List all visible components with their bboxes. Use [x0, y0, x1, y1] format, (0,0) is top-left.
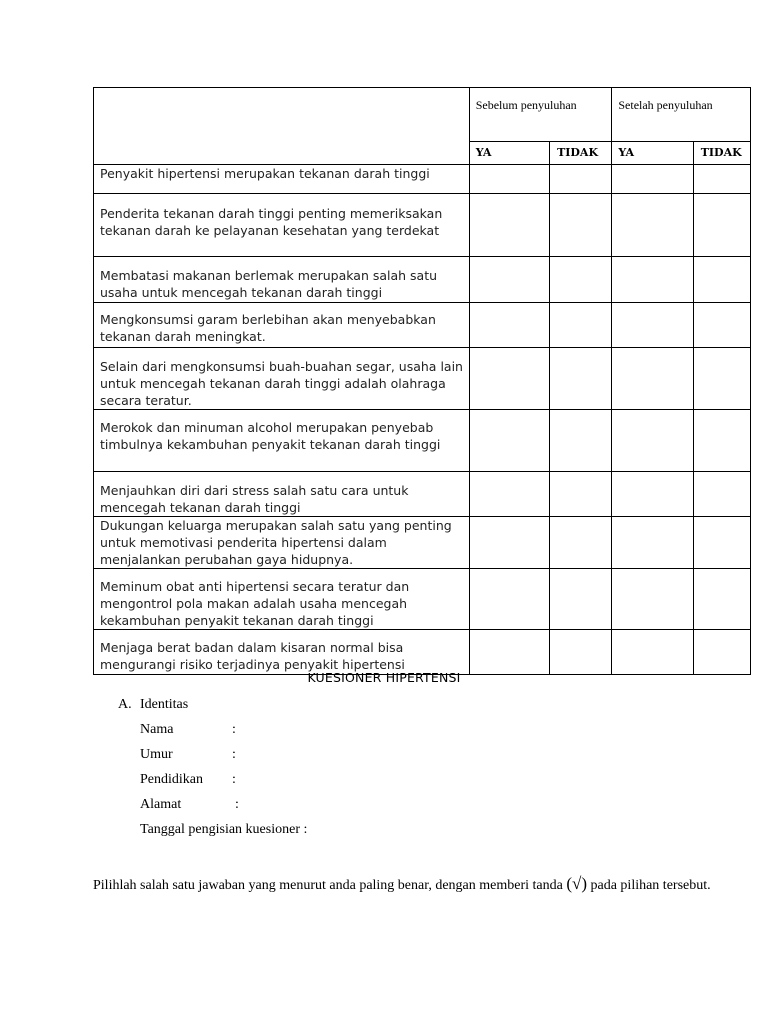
answer-after-tidak-cell[interactable]: [693, 472, 750, 517]
answer-before-tidak-cell[interactable]: [550, 257, 612, 303]
answer-before-ya-cell[interactable]: [469, 348, 549, 410]
answer-before-ya-cell[interactable]: [469, 569, 549, 630]
field-separator: :: [232, 772, 236, 787]
answer-before-tidak-cell[interactable]: [550, 303, 612, 348]
answer-after-tidak-cell[interactable]: [693, 194, 750, 257]
answer-before-tidak-cell[interactable]: [550, 410, 612, 472]
statement-cell: [94, 303, 470, 348]
table-row: [94, 472, 751, 517]
field-separator: :: [232, 722, 236, 737]
table-row: [94, 569, 751, 630]
statement-cell: [94, 517, 470, 569]
field-nama: [140, 722, 236, 738]
statement-text: Penderita tekanan darah tinggi penting memeriksakan tekanan darah ke pelayanan kesehatan yang terdekat: [100, 206, 443, 238]
statement-text: Dukungan keluarga merupakan salah satu yang penting untuk memotivasi penderita hipertensi dalam menjalankan perubahan gaya hidupnya.: [100, 518, 452, 567]
statement-header-cell: [94, 88, 470, 165]
field-umur: [140, 747, 236, 763]
statement-text: Membatasi makanan berlemak merupakan salah satu usaha untuk mencegah tekanan darah tinggi: [100, 268, 438, 300]
answer-after-tidak-cell[interactable]: [693, 348, 750, 410]
answer-before-ya-cell[interactable]: [469, 517, 549, 569]
statement-text: Mengkonsumsi garam berlebihan akan menyebabkan tekanan darah meningkat.: [100, 312, 436, 344]
field-label: Pendidikan: [140, 772, 203, 787]
statement-cell: [94, 348, 470, 410]
answer-after-tidak-cell[interactable]: [693, 257, 750, 303]
statement-text: Menjaga berat badan dalam kisaran normal bisa mengurangi risiko terjadinya penyakit hipertensi: [100, 640, 405, 672]
list-marker: A.: [118, 697, 132, 712]
identity-heading: [118, 697, 188, 713]
answer-after-tidak-cell[interactable]: [693, 569, 750, 630]
answer-after-ya-cell[interactable]: [612, 303, 693, 348]
answer-before-tidak-cell[interactable]: [550, 517, 612, 569]
header-after-tidak: TIDAK: [693, 142, 750, 165]
statement-text: Penyakit hipertensi merupakan tekanan darah tinggi: [100, 166, 430, 181]
answer-before-tidak-cell[interactable]: [550, 165, 612, 194]
answer-after-tidak-cell[interactable]: [693, 303, 750, 348]
answer-after-ya-cell[interactable]: [612, 165, 693, 194]
field-label: Alamat: [140, 797, 182, 812]
answer-after-tidak-cell[interactable]: [693, 165, 750, 194]
table-row: [94, 194, 751, 257]
statement-cell: [94, 410, 470, 472]
field-label: Umur: [140, 747, 173, 762]
answer-before-tidak-cell[interactable]: [550, 472, 612, 517]
statement-cell: [94, 257, 470, 303]
instruction-text-end: pada pilihan tersebut.: [587, 878, 711, 893]
document-title: KUESIONER HIPERTENSI: [307, 670, 461, 685]
statement-cell: [94, 165, 470, 194]
answer-after-ya-cell[interactable]: [612, 194, 693, 257]
answer-after-ya-cell[interactable]: [612, 472, 693, 517]
table-row: [94, 303, 751, 348]
answer-before-ya-cell[interactable]: [469, 303, 549, 348]
answer-after-tidak-cell[interactable]: [693, 410, 750, 472]
header-before-ya: YA: [469, 142, 549, 165]
table-header-row: [94, 88, 751, 142]
table-row: [94, 348, 751, 410]
identity-heading-text: Identitas: [140, 697, 189, 712]
answer-before-tidak-cell[interactable]: [550, 630, 612, 675]
field-label: Tanggal pengisian kuesioner: [140, 822, 300, 837]
statement-cell: [94, 630, 470, 675]
checkmark-symbol: (√): [566, 874, 587, 893]
table-row: [94, 257, 751, 303]
answer-before-tidak-cell[interactable]: [550, 194, 612, 257]
answer-after-ya-cell[interactable]: [612, 569, 693, 630]
statement-text: Menjauhkan diri dari stress salah satu cara untuk mencegah tekanan darah tinggi: [100, 483, 409, 515]
table-row: [94, 517, 751, 569]
statement-text: Meminum obat anti hipertensi secara teratur dan mengontrol pola makan adalah usaha mencegah kekambuhan penyakit tekanan darah tinggi: [100, 579, 410, 628]
answer-after-ya-cell[interactable]: [612, 410, 693, 472]
answer-before-ya-cell[interactable]: [469, 410, 549, 472]
statement-text: Selain dari mengkonsumsi buah-buahan segar, usaha lain untuk mencegah tekanan darah tinggi adalah olahraga secara teratur.: [100, 359, 463, 408]
statement-cell: [94, 194, 470, 257]
field-label: Nama: [140, 722, 174, 737]
header-before-tidak: TIDAK: [550, 142, 612, 165]
header-after-counseling: Setelah penyuluhan: [612, 88, 751, 142]
instruction-paragraph: [93, 870, 733, 900]
answer-after-ya-cell[interactable]: [612, 630, 693, 675]
answer-after-tidak-cell[interactable]: [693, 517, 750, 569]
table-row: [94, 630, 751, 675]
field-tanggal-pengisian: [140, 822, 307, 838]
field-separator: :: [232, 747, 236, 762]
field-alamat: [140, 797, 239, 813]
header-before-counseling: Sebelum penyuluhan: [469, 88, 612, 142]
instruction-text: Pilihlah salah satu jawaban yang menurut anda paling benar, dengan memberi tanda: [93, 878, 567, 893]
table-row: [94, 165, 751, 194]
answer-after-ya-cell[interactable]: [612, 517, 693, 569]
answer-before-ya-cell[interactable]: [469, 257, 549, 303]
statement-cell: [94, 472, 470, 517]
field-separator: :: [235, 797, 239, 812]
field-separator: :: [303, 822, 308, 837]
answer-before-ya-cell[interactable]: [469, 630, 549, 675]
header-after-ya: YA: [612, 142, 693, 165]
answer-before-tidak-cell[interactable]: [550, 569, 612, 630]
answer-after-tidak-cell[interactable]: [693, 630, 750, 675]
answer-before-ya-cell[interactable]: [469, 165, 549, 194]
answer-after-ya-cell[interactable]: [612, 348, 693, 410]
answer-before-ya-cell[interactable]: [469, 194, 549, 257]
statement-cell: [94, 569, 470, 630]
answer-before-tidak-cell[interactable]: [550, 348, 612, 410]
questionnaire-table: [93, 87, 751, 675]
field-pendidikan: [140, 772, 236, 788]
answer-before-ya-cell[interactable]: [469, 472, 549, 517]
answer-after-ya-cell[interactable]: [612, 257, 693, 303]
statement-text: Merokok dan minuman alcohol merupakan penyebab timbulnya kekambuhan penyakit tekanan darah tinggi: [100, 420, 441, 452]
table-row: [94, 410, 751, 472]
